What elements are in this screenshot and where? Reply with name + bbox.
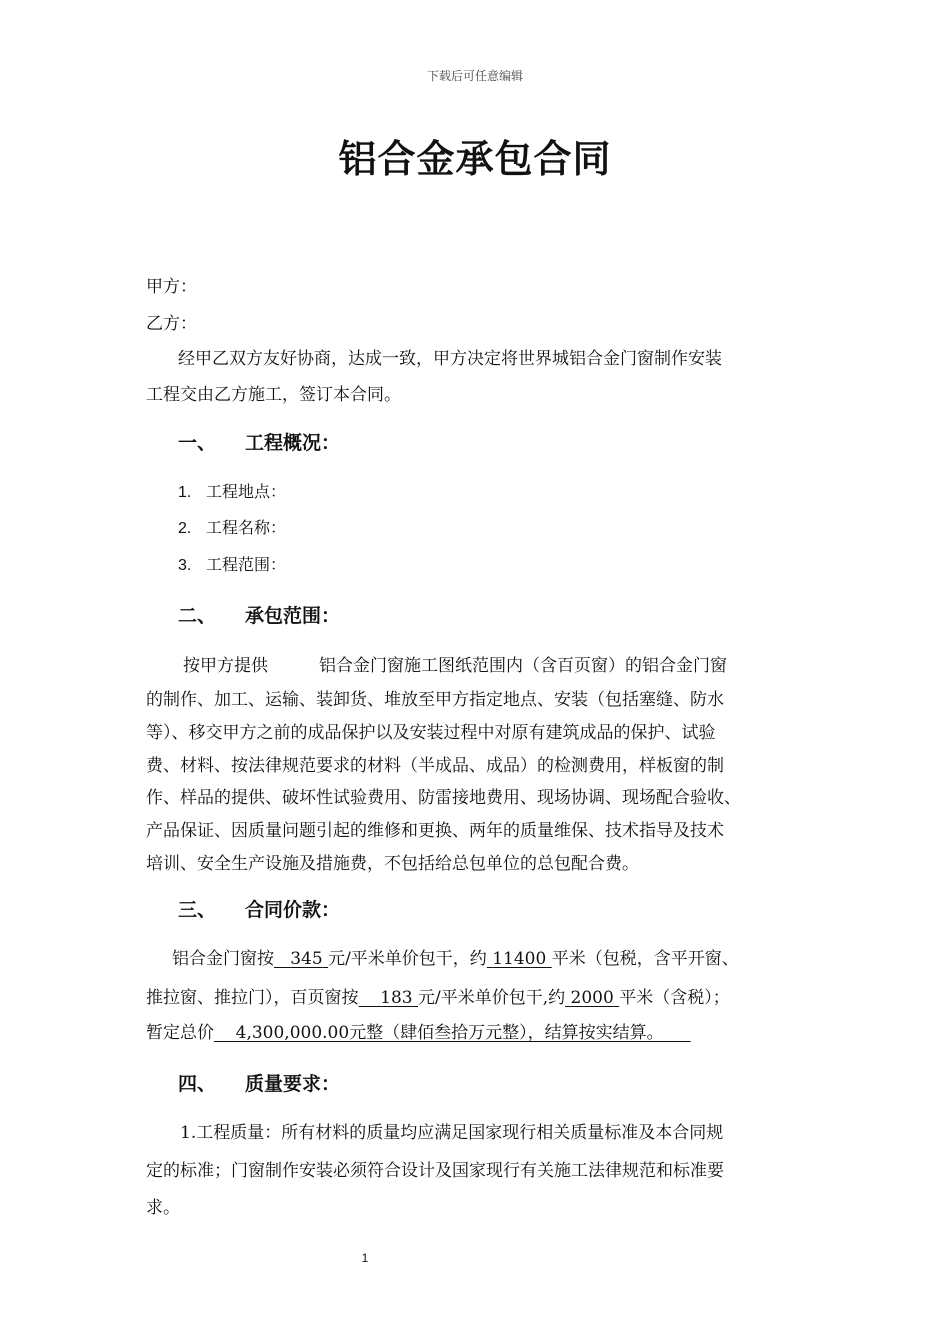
louver-area-value: 2000 — [570, 988, 614, 1008]
price-text: 平米（含税）； — [619, 988, 730, 1008]
item-number: 3. — [178, 557, 192, 574]
section-number: 三、 — [178, 899, 217, 921]
scope-line-4: 费、材料、按法律规范要求的材料（半成品、成品）的检测费用，样板窗的制 — [146, 756, 724, 776]
price-text: 暂定总价 — [146, 1023, 214, 1043]
louver-unit-price-value: 183 — [380, 988, 413, 1008]
party-a-line: 甲方： — [146, 277, 197, 297]
item-number: 2. — [178, 520, 192, 537]
section-heading-price — [178, 895, 340, 922]
intro-line-2: 工程交由乙方施工，签订本合同。 — [146, 385, 401, 405]
page-number: 1 — [361, 1251, 369, 1265]
price-text: 推拉窗、推拉门），百页窗按 — [146, 988, 359, 1008]
quality-line-1: 1.工程质量：所有材料的质量均应满足国家现行相关质量标准及本合同规 — [180, 1123, 724, 1143]
section-title: 质量要求： — [245, 1073, 341, 1095]
section-number: 一、 — [178, 432, 217, 454]
price-text: 平米（包税，含平开窗、 — [551, 949, 739, 969]
section-title: 承包范围： — [245, 605, 341, 627]
price-line-1 — [172, 944, 739, 969]
price-text: 元/平米单价包干，约 — [328, 949, 487, 969]
scope-line-3: 等）、移交甲方之前的成品保护以及安装过程中对原有建筑成品的保护、试验 — [146, 723, 716, 743]
item-text: 工程范围： — [206, 555, 287, 574]
price-line-3 — [146, 1018, 691, 1043]
item-text: 工程名称： — [206, 518, 287, 537]
window-unit-price — [274, 949, 328, 969]
price-text: 元/平米单价包干,约 — [417, 988, 566, 1008]
overview-item-name — [178, 515, 286, 538]
scope-line-1: 按甲方提供 铝合金门窗施工图纸范围内（含百页窗）的铝合金门窗 — [183, 656, 727, 676]
louver-unit-price — [359, 988, 418, 1008]
overview-item-location — [178, 479, 286, 502]
overview-item-scope — [178, 552, 286, 575]
section-title: 合同价款： — [245, 899, 341, 921]
section-title: 工程概况： — [245, 432, 341, 454]
scope-line-7: 培训、安全生产设施及措施费，不包括给总包单位的总包配合费。 — [146, 854, 639, 874]
quality-line-3: 求。 — [146, 1198, 180, 1218]
section-heading-quality — [178, 1069, 340, 1096]
price-text: 铝合金门窗按 — [172, 949, 274, 969]
scope-line-2: 的制作、加工、运输、装卸货、堆放至甲方指定地点、安装（包括塞缝、防水 — [146, 690, 724, 710]
section-heading-scope — [178, 601, 340, 628]
section-number: 四、 — [178, 1073, 217, 1095]
window-unit-price-value: 345 — [290, 949, 323, 969]
total-price-value: 4,300,000.00 — [235, 1023, 350, 1043]
item-text: 工程地点： — [206, 482, 287, 501]
window-area — [487, 949, 552, 969]
scope-line-5: 作、样品的提供、破坏性试验费用、防雷接地费用、现场协调、现场配合验收、 — [146, 788, 741, 808]
contract-title: 铝合金承包合同 — [338, 137, 612, 181]
quality-line-2: 定的标准；门窗制作安装必须符合设计及国家现行有关施工法律规范和标准要 — [146, 1161, 724, 1181]
scope-line-6: 产品保证、因质量问题引起的维修和更换、两年的质量维保、技术指导及技术 — [146, 821, 724, 841]
window-area-value: 11400 — [492, 949, 547, 969]
total-price-text: 元整（肆佰叁拾万元整），结算按实结算。 — [349, 1023, 664, 1043]
page-header: 下载后可任意编辑 — [426, 69, 523, 83]
louver-area — [565, 988, 619, 1008]
intro-line-1: 经甲乙双方友好协商，达成一致，甲方决定将世界城铝合金门窗制作安装 — [178, 349, 722, 369]
section-heading-overview — [178, 428, 340, 455]
total-price — [214, 1023, 691, 1043]
price-line-2 — [146, 983, 730, 1008]
section-number: 二、 — [178, 605, 217, 627]
item-number: 1. — [178, 484, 192, 501]
party-b-line: 乙方： — [146, 314, 197, 334]
